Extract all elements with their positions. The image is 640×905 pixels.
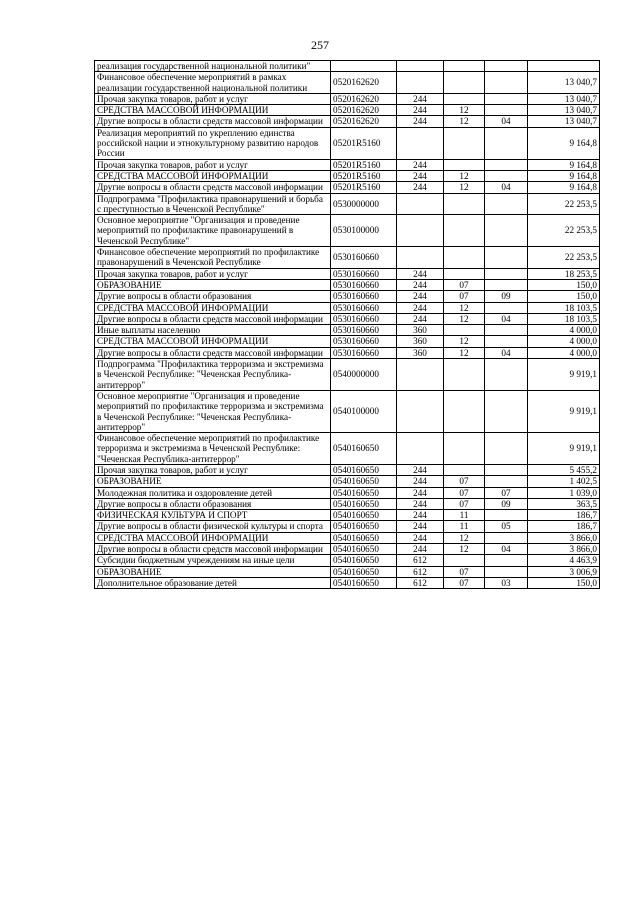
expense-type-cell: 244 [397, 182, 444, 193]
amount-cell: 9 164,8 [528, 159, 600, 170]
subsection-cell [485, 170, 528, 181]
expense-type-cell [397, 193, 444, 215]
subsection-cell: 03 [485, 577, 528, 588]
table-row [95, 182, 600, 193]
expense-name-cell: СРЕДСТВА МАССОВОЙ ИНФОРМАЦИИ [95, 302, 331, 313]
table-row [95, 577, 600, 588]
amount-cell: 1 039,0 [528, 487, 600, 498]
target-code-cell: 0530160660 [331, 247, 397, 269]
expense-name-cell: Молодежная политика и оздоровление детей [95, 487, 331, 498]
expense-type-cell: 244 [397, 476, 444, 487]
section-cell: 11 [444, 510, 485, 521]
subsection-cell [485, 510, 528, 521]
table-row [95, 555, 600, 566]
amount-cell: 4 463,9 [528, 555, 600, 566]
target-code-cell: 0530160660 [331, 291, 397, 302]
target-code-cell: 0540160650 [331, 510, 397, 521]
subsection-cell [485, 325, 528, 336]
table-row [95, 193, 600, 215]
expense-type-cell [397, 61, 444, 72]
page-number: 257 [311, 38, 329, 52]
expense-type-cell: 244 [397, 498, 444, 509]
amount-cell: 4 000,0 [528, 336, 600, 347]
budget-table-body [95, 61, 600, 589]
table-row [95, 291, 600, 302]
section-cell [444, 72, 485, 94]
expense-type-cell: 612 [397, 577, 444, 588]
expense-type-cell: 360 [397, 347, 444, 358]
section-cell: 12 [444, 182, 485, 193]
amount-cell: 1 402,5 [528, 476, 600, 487]
table-row [95, 93, 600, 104]
expense-type-cell: 244 [397, 291, 444, 302]
subsection-cell [485, 336, 528, 347]
expense-type-cell: 244 [397, 159, 444, 170]
target-code-cell: 0520162620 [331, 105, 397, 116]
target-code-cell: 0530160660 [331, 302, 397, 313]
section-cell: 12 [444, 313, 485, 324]
table-row [95, 268, 600, 279]
section-cell: 12 [444, 105, 485, 116]
amount-cell: 18 103,5 [528, 313, 600, 324]
amount-cell [528, 61, 600, 72]
table-row [95, 61, 600, 72]
table-row [95, 105, 600, 116]
target-code-cell: 0540000000 [331, 359, 397, 391]
expense-name-cell: Прочая закупка товаров, работ и услуг [95, 464, 331, 475]
expense-name-cell: ОБРАЗОВАНИЕ [95, 566, 331, 577]
expense-type-cell: 244 [397, 532, 444, 543]
section-cell [444, 127, 485, 159]
section-cell [444, 325, 485, 336]
section-cell [444, 555, 485, 566]
subsection-cell [485, 268, 528, 279]
table-row [95, 476, 600, 487]
table-row [95, 313, 600, 324]
amount-cell: 9 919,1 [528, 390, 600, 432]
section-cell: 12 [444, 347, 485, 358]
expense-name-cell: Иные выплаты населению [95, 325, 331, 336]
amount-cell: 13 040,7 [528, 116, 600, 127]
subsection-cell: 04 [485, 313, 528, 324]
table-row [95, 544, 600, 555]
target-code-cell: 05201R5160 [331, 182, 397, 193]
subsection-cell [485, 105, 528, 116]
expense-type-cell: 612 [397, 566, 444, 577]
target-code-cell: 0540100000 [331, 390, 397, 432]
subsection-cell [485, 390, 528, 432]
target-code-cell: 0540160650 [331, 555, 397, 566]
section-cell [444, 464, 485, 475]
section-cell: 07 [444, 498, 485, 509]
subsection-cell [485, 555, 528, 566]
expense-name-cell: реализация государственной национальной политики" [95, 61, 331, 72]
amount-cell: 4 000,0 [528, 325, 600, 336]
section-cell [444, 193, 485, 215]
expense-name-cell: Подпрограмма "Профилактика правонарушений и борьба с преступностью в Чеченской Республике" [95, 193, 331, 215]
target-code-cell: 0520162620 [331, 116, 397, 127]
expense-type-cell: 244 [397, 487, 444, 498]
table-row [95, 336, 600, 347]
expense-type-cell: 612 [397, 555, 444, 566]
amount-cell: 13 040,7 [528, 105, 600, 116]
expense-name-cell: ОБРАЗОВАНИЕ [95, 279, 331, 290]
table-row [95, 170, 600, 181]
target-code-cell: 0520162620 [331, 93, 397, 104]
budget-table [94, 60, 600, 589]
table-row [95, 464, 600, 475]
target-code-cell [331, 61, 397, 72]
expense-name-cell: Финансовое обеспечение мероприятий по профилактике правонарушений в Чеченской Республике [95, 247, 331, 269]
amount-cell: 3 006,9 [528, 566, 600, 577]
expense-type-cell: 244 [397, 510, 444, 521]
expense-name-cell: Другие вопросы в области образования [95, 291, 331, 302]
expense-type-cell: 360 [397, 336, 444, 347]
expense-name-cell: Основное мероприятие "Организация и проведение мероприятий по профилактике терроризма и экстремизма в Чеченской Республике: "Чеченская Республика-антитеррор" [95, 390, 331, 432]
target-code-cell: 05201R5160 [331, 159, 397, 170]
subsection-cell [485, 127, 528, 159]
target-code-cell: 0520162620 [331, 72, 397, 94]
expense-type-cell: 244 [397, 268, 444, 279]
expense-type-cell: 244 [397, 279, 444, 290]
subsection-cell [485, 247, 528, 269]
target-code-cell: 0530160660 [331, 325, 397, 336]
target-code-cell: 0540160650 [331, 476, 397, 487]
subsection-cell [485, 566, 528, 577]
table-row [95, 279, 600, 290]
subsection-cell [485, 464, 528, 475]
section-cell: 12 [444, 336, 485, 347]
expense-name-cell: ФИЗИЧЕСКАЯ КУЛЬТУРА И СПОРТ [95, 510, 331, 521]
subsection-cell [485, 433, 528, 465]
expense-type-cell [397, 390, 444, 432]
amount-cell: 13 040,7 [528, 93, 600, 104]
expense-type-cell [397, 72, 444, 94]
section-cell: 12 [444, 116, 485, 127]
subsection-cell [485, 359, 528, 391]
target-code-cell: 0530100000 [331, 215, 397, 247]
amount-cell: 3 866,0 [528, 532, 600, 543]
expense-name-cell: Субсидии бюджетным учреждениям на иные цели [95, 555, 331, 566]
subsection-cell [485, 93, 528, 104]
amount-cell: 186,7 [528, 521, 600, 532]
section-cell: 07 [444, 279, 485, 290]
section-cell: 12 [444, 170, 485, 181]
target-code-cell: 0530000000 [331, 193, 397, 215]
table-row [95, 215, 600, 247]
subsection-cell: 04 [485, 182, 528, 193]
expense-name-cell: Дополнительное образование детей [95, 577, 331, 588]
expense-type-cell: 244 [397, 116, 444, 127]
target-code-cell: 0540160650 [331, 577, 397, 588]
expense-type-cell: 244 [397, 313, 444, 324]
section-cell [444, 93, 485, 104]
amount-cell: 22 253,5 [528, 193, 600, 215]
section-cell: 12 [444, 302, 485, 313]
amount-cell: 150,0 [528, 291, 600, 302]
table-row [95, 521, 600, 532]
target-code-cell: 0540160650 [331, 544, 397, 555]
table-row [95, 247, 600, 269]
table-row [95, 325, 600, 336]
section-cell [444, 159, 485, 170]
expense-type-cell [397, 433, 444, 465]
expense-name-cell: Другие вопросы в области образования [95, 498, 331, 509]
section-cell: 12 [444, 532, 485, 543]
table-row [95, 127, 600, 159]
section-cell: 11 [444, 521, 485, 532]
target-code-cell: 0540160650 [331, 487, 397, 498]
expense-name-cell: СРЕДСТВА МАССОВОЙ ИНФОРМАЦИИ [95, 170, 331, 181]
expense-name-cell: Реализация мероприятий по укреплению единства российской нации и этнокультурному развитию народов России [95, 127, 331, 159]
target-code-cell: 0540160650 [331, 464, 397, 475]
expense-name-cell: Прочая закупка товаров, работ и услуг [95, 268, 331, 279]
target-code-cell: 0530160660 [331, 336, 397, 347]
subsection-cell [485, 215, 528, 247]
amount-cell: 13 040,7 [528, 72, 600, 94]
table-row [95, 347, 600, 358]
section-cell [444, 268, 485, 279]
table-row [95, 302, 600, 313]
expense-name-cell: СРЕДСТВА МАССОВОЙ ИНФОРМАЦИИ [95, 336, 331, 347]
subsection-cell [485, 279, 528, 290]
target-code-cell: 0540160650 [331, 532, 397, 543]
table-row [95, 532, 600, 543]
expense-type-cell [397, 359, 444, 391]
target-code-cell: 0530160660 [331, 268, 397, 279]
section-cell [444, 359, 485, 391]
expense-type-cell: 244 [397, 521, 444, 532]
subsection-cell: 07 [485, 487, 528, 498]
table-row [95, 510, 600, 521]
expense-type-cell: 244 [397, 302, 444, 313]
subsection-cell [485, 532, 528, 543]
subsection-cell [485, 476, 528, 487]
expense-type-cell [397, 247, 444, 269]
table-row [95, 390, 600, 432]
section-cell: 07 [444, 476, 485, 487]
table-row [95, 498, 600, 509]
table-row [95, 566, 600, 577]
target-code-cell: 05201R5160 [331, 127, 397, 159]
table-row [95, 359, 600, 391]
amount-cell: 9 164,8 [528, 127, 600, 159]
subsection-cell [485, 193, 528, 215]
expense-name-cell: Другие вопросы в области средств массовой информации [95, 313, 331, 324]
table-row [95, 487, 600, 498]
expense-name-cell: Подпрограмма "Профилактика терроризма и экстремизма в Чеченской Республике: "Чеченская Республика-антитеррор" [95, 359, 331, 391]
target-code-cell: 0540160650 [331, 566, 397, 577]
amount-cell: 18 253,5 [528, 268, 600, 279]
subsection-cell: 04 [485, 544, 528, 555]
expense-name-cell: Финансовое обеспечение мероприятий по профилактике терроризма и экстремизма в Чеченской Республике: "Чеченская Республика-антитеррор" [95, 433, 331, 465]
table-row [95, 433, 600, 465]
amount-cell: 150,0 [528, 577, 600, 588]
expense-name-cell: Другие вопросы в области средств массовой информации [95, 116, 331, 127]
expense-type-cell: 244 [397, 464, 444, 475]
target-code-cell: 0540160650 [331, 498, 397, 509]
expense-name-cell: Финансовое обеспечение мероприятий в рамках реализации государственной национальной политики [95, 72, 331, 94]
expense-type-cell: 244 [397, 544, 444, 555]
target-code-cell: 0530160660 [331, 279, 397, 290]
section-cell [444, 215, 485, 247]
expense-name-cell: СРЕДСТВА МАССОВОЙ ИНФОРМАЦИИ [95, 105, 331, 116]
amount-cell: 363,5 [528, 498, 600, 509]
amount-cell: 186,7 [528, 510, 600, 521]
amount-cell: 9 164,8 [528, 170, 600, 181]
expense-name-cell: Другие вопросы в области средств массовой информации [95, 347, 331, 358]
amount-cell: 3 866,0 [528, 544, 600, 555]
amount-cell: 18 103,5 [528, 302, 600, 313]
expense-type-cell: 244 [397, 105, 444, 116]
subsection-cell: 04 [485, 347, 528, 358]
expense-name-cell: Другие вопросы в области средств массовой информации [95, 182, 331, 193]
expense-name-cell: СРЕДСТВА МАССОВОЙ ИНФОРМАЦИИ [95, 532, 331, 543]
section-cell: 12 [444, 544, 485, 555]
target-code-cell: 0540160650 [331, 521, 397, 532]
section-cell [444, 247, 485, 269]
expense-name-cell: Другие вопросы в области средств массовой информации [95, 544, 331, 555]
subsection-cell: 09 [485, 498, 528, 509]
target-code-cell: 05201R5160 [331, 170, 397, 181]
amount-cell: 5 455,2 [528, 464, 600, 475]
table-row [95, 72, 600, 94]
expense-type-cell: 360 [397, 325, 444, 336]
amount-cell: 22 253,5 [528, 215, 600, 247]
expense-name-cell: Прочая закупка товаров, работ и услуг [95, 93, 331, 104]
section-cell: 07 [444, 487, 485, 498]
section-cell: 07 [444, 577, 485, 588]
expense-type-cell: 244 [397, 170, 444, 181]
expense-type-cell [397, 127, 444, 159]
amount-cell: 9 164,8 [528, 182, 600, 193]
subsection-cell [485, 72, 528, 94]
amount-cell: 9 919,1 [528, 433, 600, 465]
amount-cell: 22 253,5 [528, 247, 600, 269]
table-row [95, 159, 600, 170]
subsection-cell [485, 61, 528, 72]
subsection-cell [485, 302, 528, 313]
section-cell [444, 390, 485, 432]
expense-type-cell: 244 [397, 93, 444, 104]
subsection-cell: 05 [485, 521, 528, 532]
subsection-cell: 04 [485, 116, 528, 127]
section-cell: 07 [444, 291, 485, 302]
section-cell [444, 433, 485, 465]
target-code-cell: 0530160660 [331, 347, 397, 358]
amount-cell: 9 919,1 [528, 359, 600, 391]
section-cell [444, 61, 485, 72]
subsection-cell: 09 [485, 291, 528, 302]
target-code-cell: 0530160660 [331, 313, 397, 324]
amount-cell: 150,0 [528, 279, 600, 290]
expense-name-cell: Основное мероприятие "Организация и проведение мероприятий по профилактике правонарушений в Чеченской Республике" [95, 215, 331, 247]
expense-name-cell: Прочая закупка товаров, работ и услуг [95, 159, 331, 170]
expense-name-cell: ОБРАЗОВАНИЕ [95, 476, 331, 487]
expense-type-cell [397, 215, 444, 247]
table-row [95, 116, 600, 127]
amount-cell: 4 000,0 [528, 347, 600, 358]
subsection-cell [485, 159, 528, 170]
section-cell: 07 [444, 566, 485, 577]
expense-name-cell: Другие вопросы в области физической культуры и спорта [95, 521, 331, 532]
target-code-cell: 0540160650 [331, 433, 397, 465]
